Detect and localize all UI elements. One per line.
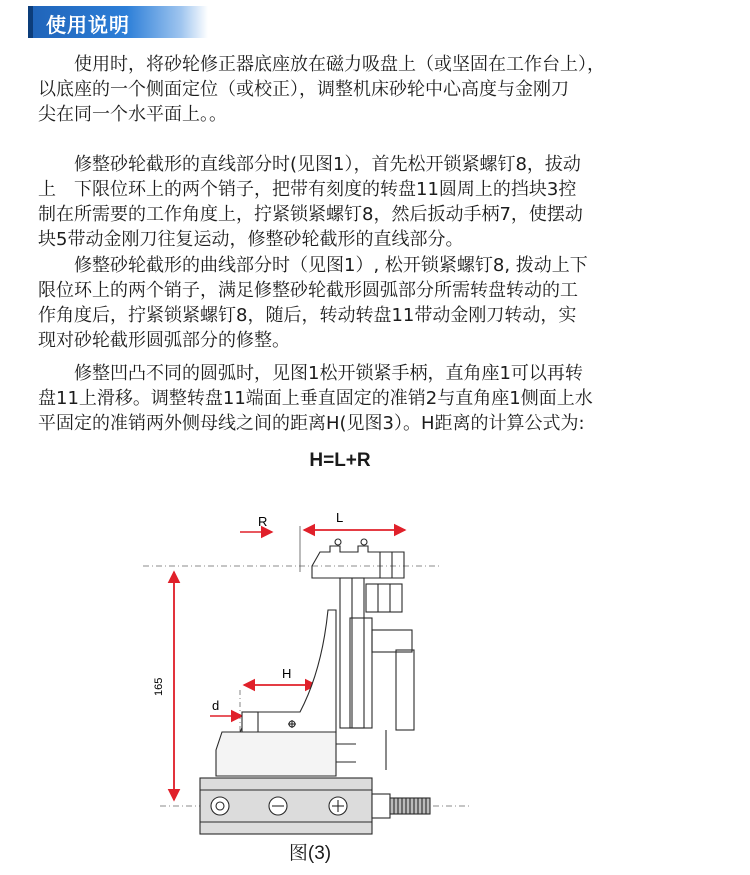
- h-dimension: [244, 666, 316, 685]
- height-label: 165: [153, 677, 165, 696]
- paragraph-straight-part: 修整砂轮截形的直线部分时(见图1），首先松开锁紧螺钉8，拔动 上 下限位环上的两个销子，把带有刻度的转盘11圆周上的挡块3控 制在所需要的工作角度上，拧紧锁紧螺钉8，然后扳动手柄7，使摆动 块5带动金刚刀往复运动，修整砂轮截形的直线部分。: [38, 154, 583, 250]
- r-dimension: [240, 514, 272, 532]
- l-dimension: [300, 510, 405, 572]
- h-label: H: [282, 666, 292, 681]
- height-dimension: [153, 572, 174, 800]
- l-label: L: [336, 510, 344, 525]
- section-title: 使用说明: [46, 13, 130, 37]
- header-stripe: [28, 6, 33, 38]
- figure-caption: 图(3): [288, 843, 332, 864]
- paragraph-usage: 使用时，将砂轮修正器底座放在磁力吸盘上（或坚固在工作台上）， 以底座的一个侧面定位（或校正），调整机床砂轮中心高度与金刚刀 尖在同一个水平面上。。: [38, 54, 605, 125]
- r-label: R: [258, 514, 268, 529]
- dresser-body: [200, 539, 430, 834]
- paragraph-arc-adjust: 修整凹凸不同的圆弧时，见图1松开锁紧手柄，直角座1可以再转 盘11上滑移。调整转盘11端面上垂直固定的准销2与直角座1侧面上水 平固定的准销两外侧母线之间的距离H(见图3）。H距离的计算公式为:: [38, 363, 593, 434]
- dresser-diagram: [140, 500, 480, 835]
- d-left-dimension: [210, 698, 242, 716]
- d-left-label: d: [212, 698, 220, 713]
- formula: H=L+R: [309, 450, 371, 471]
- section-header: [28, 6, 208, 38]
- paragraph-curve-part: 修整砂轮截形的曲线部分时（见图1）, 松开锁紧螺钉8, 拨动上下 限位环上的两个销子，满足修整砂轮截形圆弧部分所需转盘转动的工 作角度后，拧紧锁紧螺钉8，随后，转动转盘11带动金刚刀转动，实 现对砂轮截形圆弧部分的修整。: [38, 255, 588, 351]
